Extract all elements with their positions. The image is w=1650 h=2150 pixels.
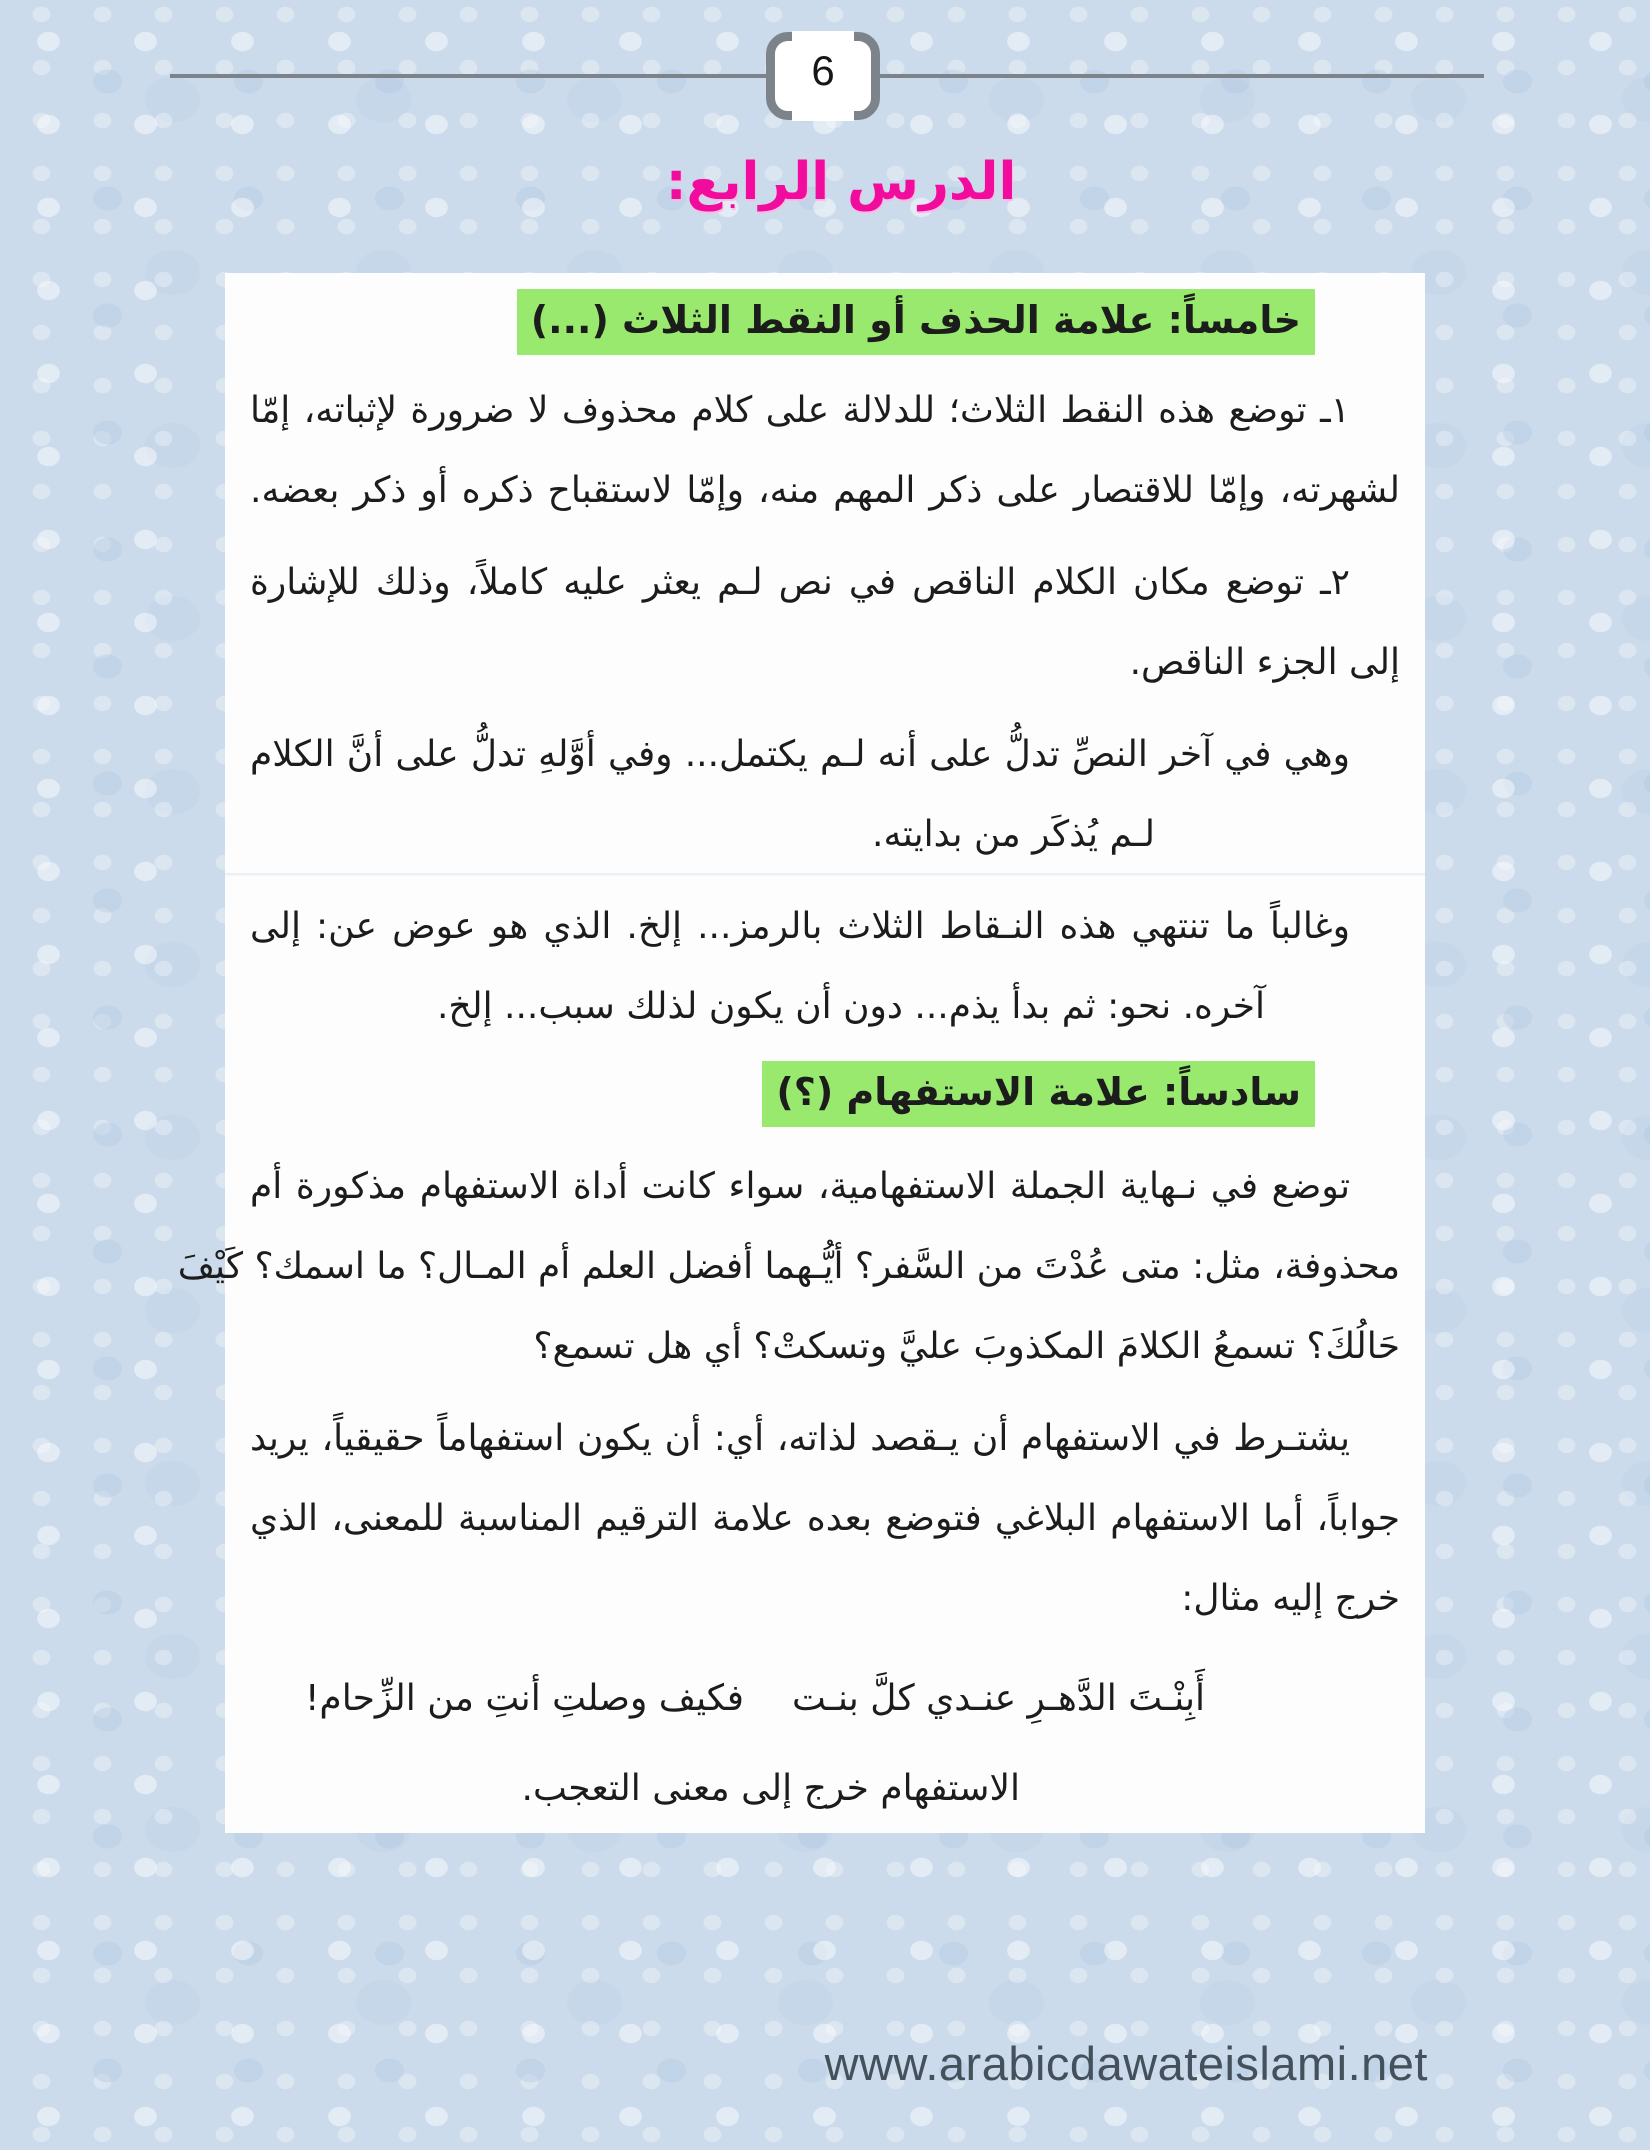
text-line: خرج إليه مثال: — [1181, 1578, 1400, 1619]
text-line: آخره. نحو: ثم بدأ يذم... دون أن يكون لذلك سبب... إلخ. — [436, 986, 1265, 1027]
lesson-title: الدرس الرابع: — [665, 152, 1017, 212]
scan-seam-divider — [225, 873, 1425, 876]
paragraph — [250, 1399, 1400, 1639]
frame-bottom-gap — [792, 111, 853, 121]
closing-note: الاستفهام خرج إلى معنى التعجب. — [521, 1768, 1020, 1809]
text-line: يشتـرط في الاستفهام أن يـقصد لذاته، أي: أن يكون استفهاماً حقيقياً، يريد — [250, 1418, 1350, 1459]
section-heading-ellipsis-mark: خامساً: علامة الحذف أو النقط الثلاث (...) — [517, 289, 1315, 355]
verse-hemistich-right: أَبِنْـتَ الدَّهـرِ عنـدي كلَّ بنـت — [792, 1678, 1205, 1719]
frame-top-gap — [792, 31, 853, 41]
text-line: توضع في نـهاية الجملة الاستفهامية، سواء كانت أداة الاستفهام مذكورة أم — [250, 1166, 1350, 1207]
text-line: جواباً، أما الاستفهام البلاغي فتوضع بعده علامة الترقيم المناسبة للمعنى، الذي — [250, 1498, 1400, 1539]
website-url: www.arabicdawateislami.net — [824, 2037, 1428, 2090]
poetry-verse — [250, 1659, 1400, 1739]
text-line: وهي في آخر النصِّ تدلُّ على أنه لـم يكتمل... وفي أوَّلهِ تدلُّ على أنَّ الكلام — [250, 734, 1350, 775]
text-line: ١ـ توضع هذه النقط الثلاث؛ للدلالة على كلام محذوف لا ضرورة لإثباته، إمّا — [250, 390, 1350, 431]
paragraph — [250, 371, 1400, 531]
section-heading-question-mark: سادساً: علامة الاستفهام (؟) — [762, 1061, 1315, 1127]
paragraph — [250, 715, 1400, 875]
paragraph — [250, 543, 1400, 703]
text-line: لشهرته، وإمّا للاقتصار على ذكر المهم منه، وإمّا لاستقباح ذكره أو ذكر بعضه. — [250, 470, 1400, 511]
paragraph — [177, 1147, 1400, 1387]
text-line: محذوفة، مثل: متى عُدْتَ من السَّفر؟ أيُّـهما أفضل العلم أم المـال؟ ما اسمك؟ كَيْفَ — [177, 1246, 1400, 1287]
page-number-frame — [766, 32, 880, 120]
paragraph — [250, 887, 1400, 1047]
lesson-content-panel — [177, 273, 1425, 1833]
verse-hemistich-left: فكيف وصلتِ أنتِ من الزِّحام! — [304, 1678, 745, 1719]
text-line: ٢ـ توضع مكان الكلام الناقص في نص لـم يعثر عليه كاملاً، وذلك للإشارة — [250, 562, 1350, 603]
text-line: إلى الجزء الناقص. — [1129, 642, 1400, 683]
text-line: لـم يُذكَر من بدايته. — [872, 814, 1155, 855]
text-line: حَالُكَ؟ تسمعُ الكلامَ المكذوبَ عليَّ وتسكتْ؟ أي هل تسمع؟ — [533, 1326, 1400, 1367]
text-line: وغالباً ما تنتهي هذه النـقاط الثلاث بالرمز... إلخ. الذي هو عوض عن: إلى — [250, 906, 1350, 947]
page-number: 6 — [811, 47, 835, 94]
